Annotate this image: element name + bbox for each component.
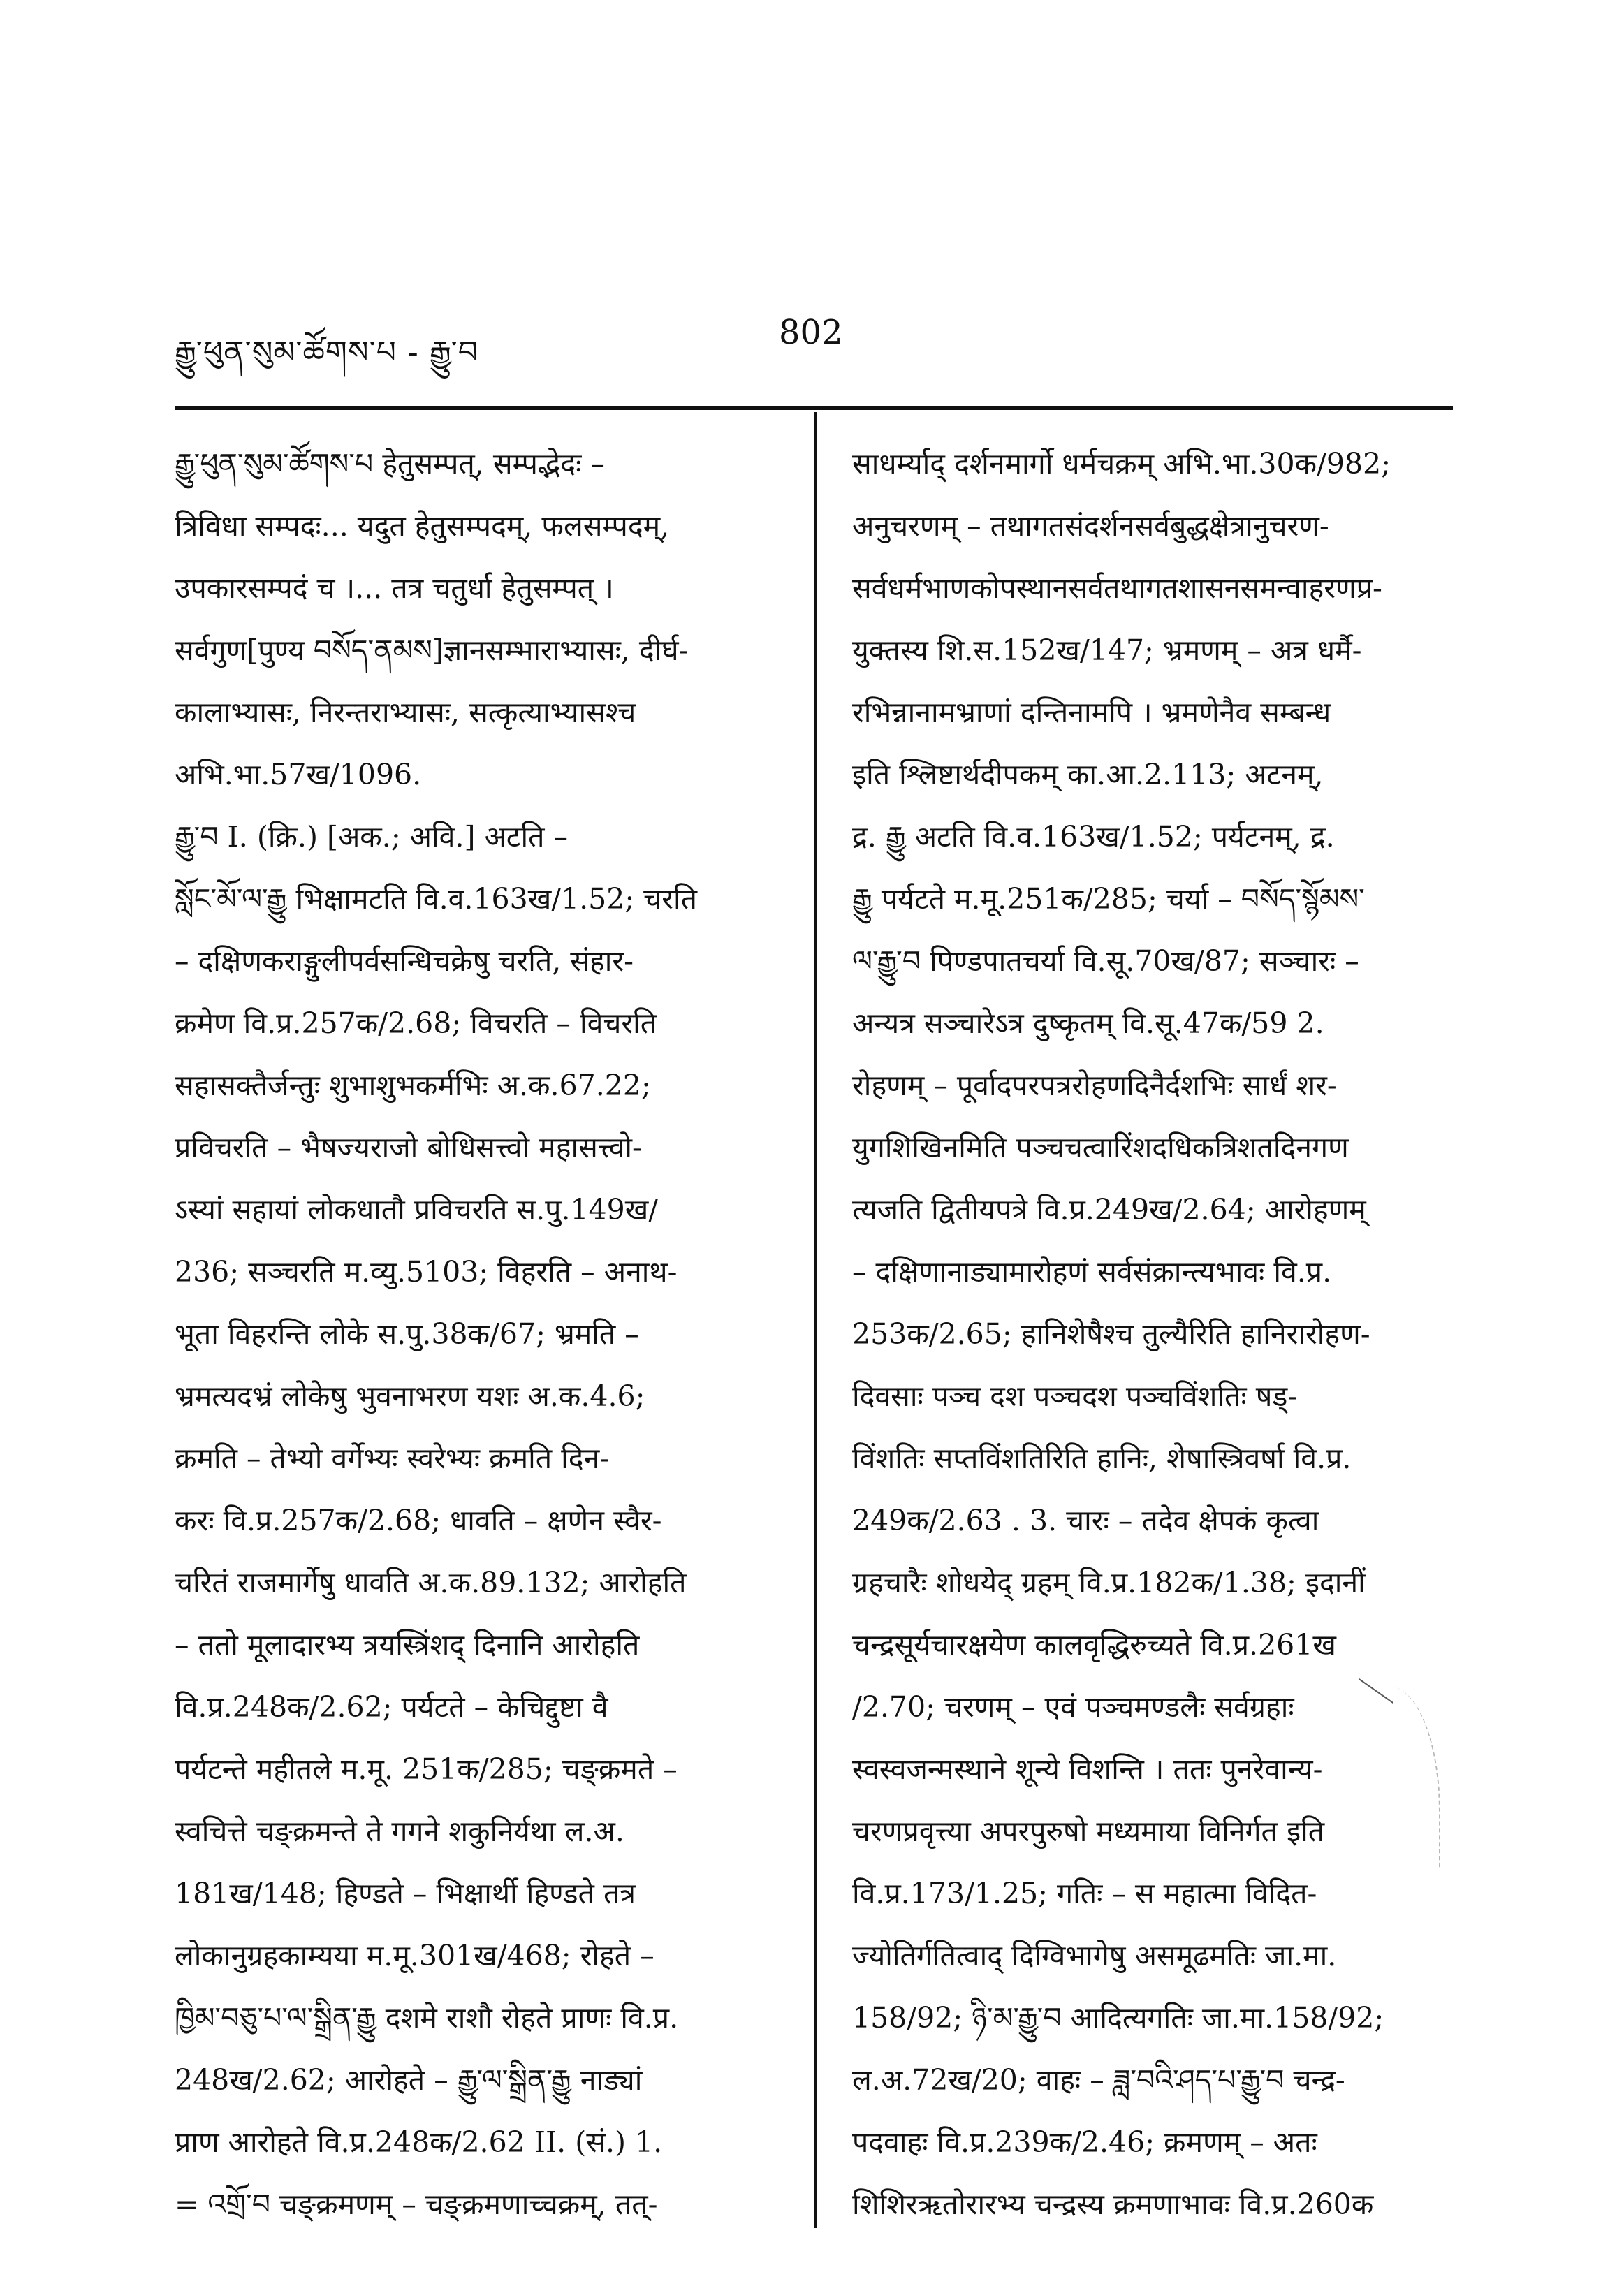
text-line: करः वि.प्र.257क/2.68; धावति – क्षणेन स्वैर- bbox=[175, 1504, 662, 1537]
text-line: चरणप्रवृत्त्या अपरपुरुषो मध्यमाया विनिर्गत इति bbox=[852, 1815, 1325, 1848]
text-line: 248ख/2.62; आरोहते – རྒྱུ་ལ་སྒྲིན་རྒྱུ नाड्यां bbox=[175, 2063, 643, 2097]
text-line: इति श्लिष्टार्थदीपकम् का.आ.2.113; अटनम्, bbox=[852, 758, 1324, 791]
text-line: कालाभ्यासः, निरन्तराभ्यासः, सत्कृत्याभ्यासश्च bbox=[175, 696, 636, 729]
text-line: पर्यटन्ते महीतले म.मू. 251क/285; चङ्क्रमते – bbox=[175, 1752, 678, 1786]
text-line: ग्रहचारैः शोधयेद् ग्रहम् वि.प्र.182क/1.38; इदानीं bbox=[852, 1566, 1366, 1599]
text-line: स्वचित्ते चङ्क्रमन्ते ते गगने शकुनिर्यथा ल.अ. bbox=[175, 1815, 624, 1848]
text-line: क्रमति – तेभ्यो वर्गेभ्यः स्वरेभ्यः क्रमति दिन- bbox=[175, 1442, 610, 1475]
text-line: प्रविचरति – भैषज्यराजो बोधिसत्त्वो महासत्त्वो- bbox=[175, 1131, 642, 1164]
text-line: भ्रमत्यदभ्रं लोकेषु भुवनाभरण यशः अ.क.4.6; bbox=[175, 1379, 645, 1413]
text-line: अन्यत्र सञ्चारेऽत्र दुष्कृतम् वि.सू.47क/59 2. bbox=[852, 1006, 1324, 1040]
text-line: भूता विहरन्ति लोके स.पु.38क/67; भ्रमति – bbox=[175, 1317, 639, 1351]
page-number: 802 bbox=[779, 313, 843, 352]
text-line: སློང་མོ་ལ་རྒྱུ भिक्षामटति वि.व.163ख/1.52; चरति bbox=[175, 882, 697, 916]
text-line: 249क/2.63 . 3. चारः – तदेव क्षेपकं कृत्वा bbox=[852, 1504, 1319, 1537]
text-line: चन्द्रसूर्यचारक्षयेण कालवृद्धिरुच्यते वि.प्र.261ख bbox=[852, 1628, 1336, 1662]
column-divider bbox=[814, 412, 817, 2228]
left-column bbox=[175, 433, 786, 2236]
text-line: युगशिखिनमिति पञ्चचत्वारिंशदधिकत्रिशतदिनगण bbox=[852, 1131, 1349, 1164]
text-line: – ततो मूलादारभ्य त्रयस्त्रिंशद् दिनानि आरोहति bbox=[175, 1628, 640, 1662]
text-line: विंशतिः सप्तविंशतिरिति हानिः, शेषास्त्रिवर्षा वि.प्र. bbox=[852, 1442, 1352, 1475]
text-line: रभिन्नानामभ्राणां दन्तिनामपि । भ्रमणेनैव सम्बन्ध bbox=[852, 696, 1331, 729]
text-line: अभि.भा.57ख/1096. bbox=[175, 758, 422, 791]
text-line: རྒྱུ་བ I. (क्रि.) [अक.; अवि.] अटति – bbox=[175, 820, 568, 854]
text-line: རྒྱུ་ཕུན་སུམ་ཚོགས་པ हेतुसम्पत्, सम्पद्भेदः – bbox=[175, 447, 605, 481]
text-line: त्यजति द्वितीयपत्रे वि.प्र.249ख/2.64; आरोहणम् bbox=[852, 1193, 1366, 1226]
text-line: – दक्षिणकराङ्गुलीपर्वसन्धिचक्रेषु चरति, संहार- bbox=[175, 944, 634, 978]
text-line: साधर्म्याद् दर्शनमार्गो धर्मचक्रम् अभि.भा.30क/982; bbox=[852, 447, 1391, 481]
text-line: अनुचरणम् – तथागतसंदर्शनसर्वबुद्धक्षेत्रानुचरण- bbox=[852, 509, 1329, 543]
text-line: युक्तस्य शि.स.152ख/147; भ्रमणम् – अत्र धर्मै- bbox=[852, 633, 1362, 667]
text-line: = འགྲོ་བ चङ्क्रमणम् – चङ्क्रमणाच्चक्रम्, तत्- bbox=[175, 2188, 658, 2221]
text-line: चरितं राजमार्गेषु धावति अ.क.89.132; आरोहति bbox=[175, 1566, 687, 1599]
running-head: རྒྱུ་ཕུན་སུམ་ཚོགས་པ - རྒྱུ་བ bbox=[175, 335, 478, 370]
text-line: क्रमेण वि.प्र.257क/2.68; विचरति – विचरति bbox=[175, 1006, 657, 1040]
text-line: सर्वधर्मभाणकोपस्थानसर्वतथागतशासनसमन्वाहरणप्र- bbox=[852, 571, 1382, 605]
text-line: शिशिरऋतोरारभ्य चन्द्रस्य क्रमणाभावः वि.प्र.260क bbox=[852, 2188, 1374, 2221]
text-line: सहासक्तैर्जन्तुः शुभाशुभकर्मभिः अ.क.67.22; bbox=[175, 1069, 651, 1102]
text-line: सर्वगुण[पुण्य བསོད་ནམས]ज्ञानसम्भाराभ्यासः, दीर्घ- bbox=[175, 633, 689, 667]
text-line: ल.अ.72ख/20; वाहः – ཟླ་བའི་ཤད་པ་རྒྱུ་བ चन्द्र- bbox=[852, 2063, 1345, 2097]
text-line: स्वस्वजन्मस्थाने शून्ये विशन्ति । ततः पुनरेवान्य- bbox=[852, 1752, 1323, 1786]
text-line: – दक्षिणानाड्यामारोहणं सर्वसंक्रान्त्यभावः वि.प्र. bbox=[852, 1255, 1332, 1289]
text-line: ज्योतिर्गतित्वाद् दिग्विभागेषु असमूढमतिः जा.मा. bbox=[852, 1939, 1337, 1972]
text-line: 181ख/148; हिण्डते – भिक्षार्थी हिण्डते तत्र bbox=[175, 1877, 636, 1910]
text-line: रोहणम् – पूर्वादपरपत्ररोहणदिनैर्दशभिः सार्धं शर- bbox=[852, 1069, 1337, 1102]
text-line: द्र. རྒྱུ अटति वि.व.163ख/1.52; पर्यटनम्, द्र. bbox=[852, 820, 1335, 854]
text-line: རྒྱུ पर्यटते म.मू.251क/285; चर्या – བསོད་སྙོམས་ bbox=[852, 882, 1365, 916]
text-line: ལ་རྒྱུ་བ पिण्डपातचर्या वि.सू.70ख/87; सञ्चारः – bbox=[852, 944, 1359, 978]
header-rule bbox=[175, 406, 1453, 410]
text-line: ཁྱིམ་བཅུ་པ་ལ་སྒྲིན་རྒྱུ दशमे राशौ रोहते प्राणः वि.प्र. bbox=[175, 2001, 679, 2035]
right-column bbox=[852, 433, 1446, 2236]
text-line: लोकानुग्रहकाम्यया म.मू.301ख/468; रोहते – bbox=[175, 1939, 654, 1972]
text-line: ऽस्यां सहायां लोकधातौ प्रविचरति स.पु.149ख/ bbox=[175, 1193, 659, 1226]
text-line: 158/92; ཉི་མ་རྒྱུ་བ आदित्यगतिः जा.मा.158/92; bbox=[852, 2001, 1384, 2035]
text-line: पदवाहः वि.प्र.239क/2.46; क्रमणम् – अतः bbox=[852, 2125, 1317, 2159]
text-line: उपकारसम्पदं च ।... तत्र चतुर्धा हेतुसम्पत् । bbox=[175, 571, 614, 605]
text-line: 236; सञ्चरति म.व्यु.5103; विहरति – अनाथ- bbox=[175, 1255, 678, 1289]
text-line: /2.70; चरणम् – एवं पञ्चमण्डलैः सर्वग्रहाः bbox=[852, 1690, 1294, 1724]
text-line: 253क/2.65; हानिशेषैश्च तुल्यैरिति हानिरारोहण- bbox=[852, 1317, 1370, 1351]
text-line: वि.प्र.248क/2.62; पर्यटते – केचिद्दुष्टा वै bbox=[175, 1690, 608, 1724]
text-line: त्रिविधा सम्पदः... यदुत हेतुसम्पदम्, फलसम्पदम्, bbox=[175, 509, 670, 543]
text-line: वि.प्र.173/1.25; गतिः – स महात्मा विदित- bbox=[852, 1877, 1317, 1910]
text-line: प्राण आरोहते वि.प्र.248क/2.62 II. (सं.) 1. bbox=[175, 2125, 663, 2159]
text-line: दिवसाः पञ्च दश पञ्चदश पञ्चविंशतिः षड्- bbox=[852, 1379, 1298, 1413]
